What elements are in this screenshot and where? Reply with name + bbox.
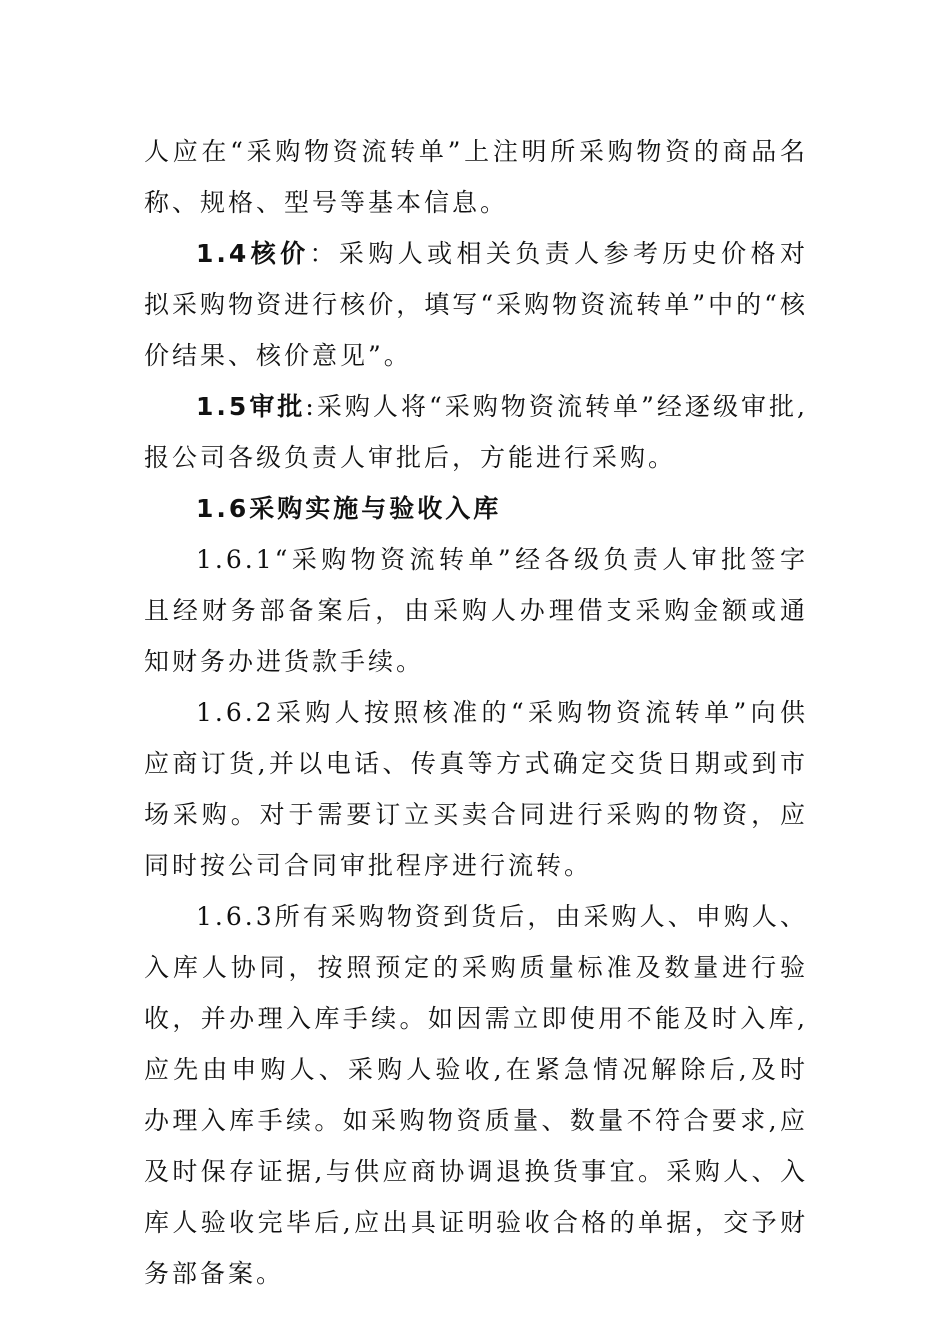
paragraph-approval: [144, 381, 808, 483]
paragraph-price-check: [144, 228, 808, 381]
price-check-text: ：采购人或相关负责人参考历史价格对拟采购物资进行核价，填写“采购物资流转单”中的“核价结果、核价意见”。: [144, 239, 808, 370]
heading-approval: 1.5审批: [196, 392, 306, 421]
heading-price-check: 1.4核价: [196, 239, 310, 268]
heading-procurement-implementation: 1.6采购实施与验收入库: [196, 494, 502, 523]
paragraph-1-6-1: 1.6.1“采购物资流转单”经各级负责人审批签字且经财务部备案后，由采购人办理借支采购金额或通知财务办进货款手续。: [144, 545, 808, 676]
paragraph-product-info: 人应在“采购物资流转单”上注明所采购物资的商品名称、规格、型号等基本信息。: [144, 137, 808, 217]
paragraph-1-6-3: 1.6.3所有采购物资到货后，由采购人、申购人、入库人协同，按照预定的采购质量标准及数量进行验收，并办理入库手续。如因需立即使用不能及时入库,应先由申购人、采购人验收,在紧急情况解除后,及时办理入库手续。如采购物资质量、数量不符合要求,应及时保存证据,与供应商协调退换货事宜。采购人、入库人验收完毕后,应出具证明验收合格的单据，交予财务部备案。: [144, 902, 808, 1288]
paragraph-1-6-2: 1.6.2采购人按照核准的“采购物资流转单”向供应商订货,并以电话、传真等方式确定交货日期或到市场采购。对于需要订立买卖合同进行采购的物资，应同时按公司合同审批程序进行流转。: [144, 698, 808, 880]
approval-text: :采购人将“采购物资流转单”经逐级审批,报公司各级负责人审批后，方能进行采购。: [144, 392, 809, 472]
document-body: [144, 126, 808, 1299]
